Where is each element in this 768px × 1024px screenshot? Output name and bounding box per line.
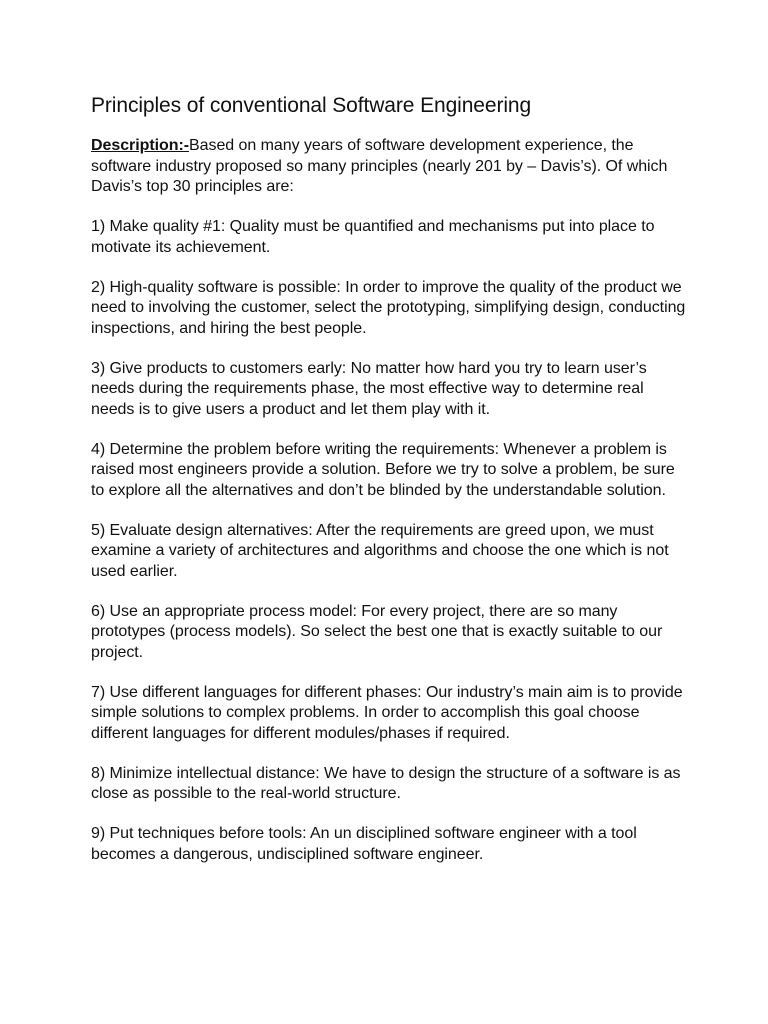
principle-1: 1) Make quality #1: Quality must be quantified and mechanisms put into place to motivate its achievement.: [91, 218, 655, 256]
principle-8: 8) Minimize intellectual distance: We have to design the structure of a software is as close as possible to the real-world structure.: [91, 764, 681, 802]
description-paragraph: [91, 136, 691, 198]
principle-2: 2) High-quality software is possible: In order to improve the quality of the product we need to involving the customer, select the prototyping, simplifying design, conducting inspections, and hiring the best people.: [91, 278, 686, 337]
principle-6: 6) Use an appropriate process model: For every project, there are so many prototypes (process models). So select the best one that is exactly suitable to our project.: [91, 602, 663, 661]
document-title: Principles of conventional Software Engineering: [91, 94, 532, 117]
principle-3: 3) Give products to customers early: No matter how hard you try to learn user’s needs during the requirements phase, the most effective way to determine real needs is to give users a product and let them play with it.: [91, 359, 647, 418]
principle-5: 5) Evaluate design alternatives: After the requirements are greed upon, we must examine a variety of architectures and algorithms and choose the one which is not used earlier.: [91, 521, 669, 580]
description-text: Based on many years of software development experience, the software industry proposed so many principles (nearly 201 by – Davis’s). Of which Davis’s top 30 principles are:: [91, 137, 668, 195]
document-page: [91, 92, 691, 885]
description-label: Description:-: [91, 137, 190, 154]
principle-7: 7) Use different languages for different phases: Our industry’s main aim is to provide simple solutions to complex problems. In order to accomplish this goal choose different languages for different modules/phases if required.: [91, 683, 683, 742]
principle-9: 9) Put techniques before tools: An un disciplined software engineer with a tool becomes a dangerous, undisciplined software engineer.: [91, 825, 637, 863]
principle-4: 4) Determine the problem before writing the requirements: Whenever a problem is raised most engineers provide a solution. Before we try to solve a problem, be sure to explore all the alternatives and don’t be blinded by the understandable solution.: [91, 440, 675, 499]
